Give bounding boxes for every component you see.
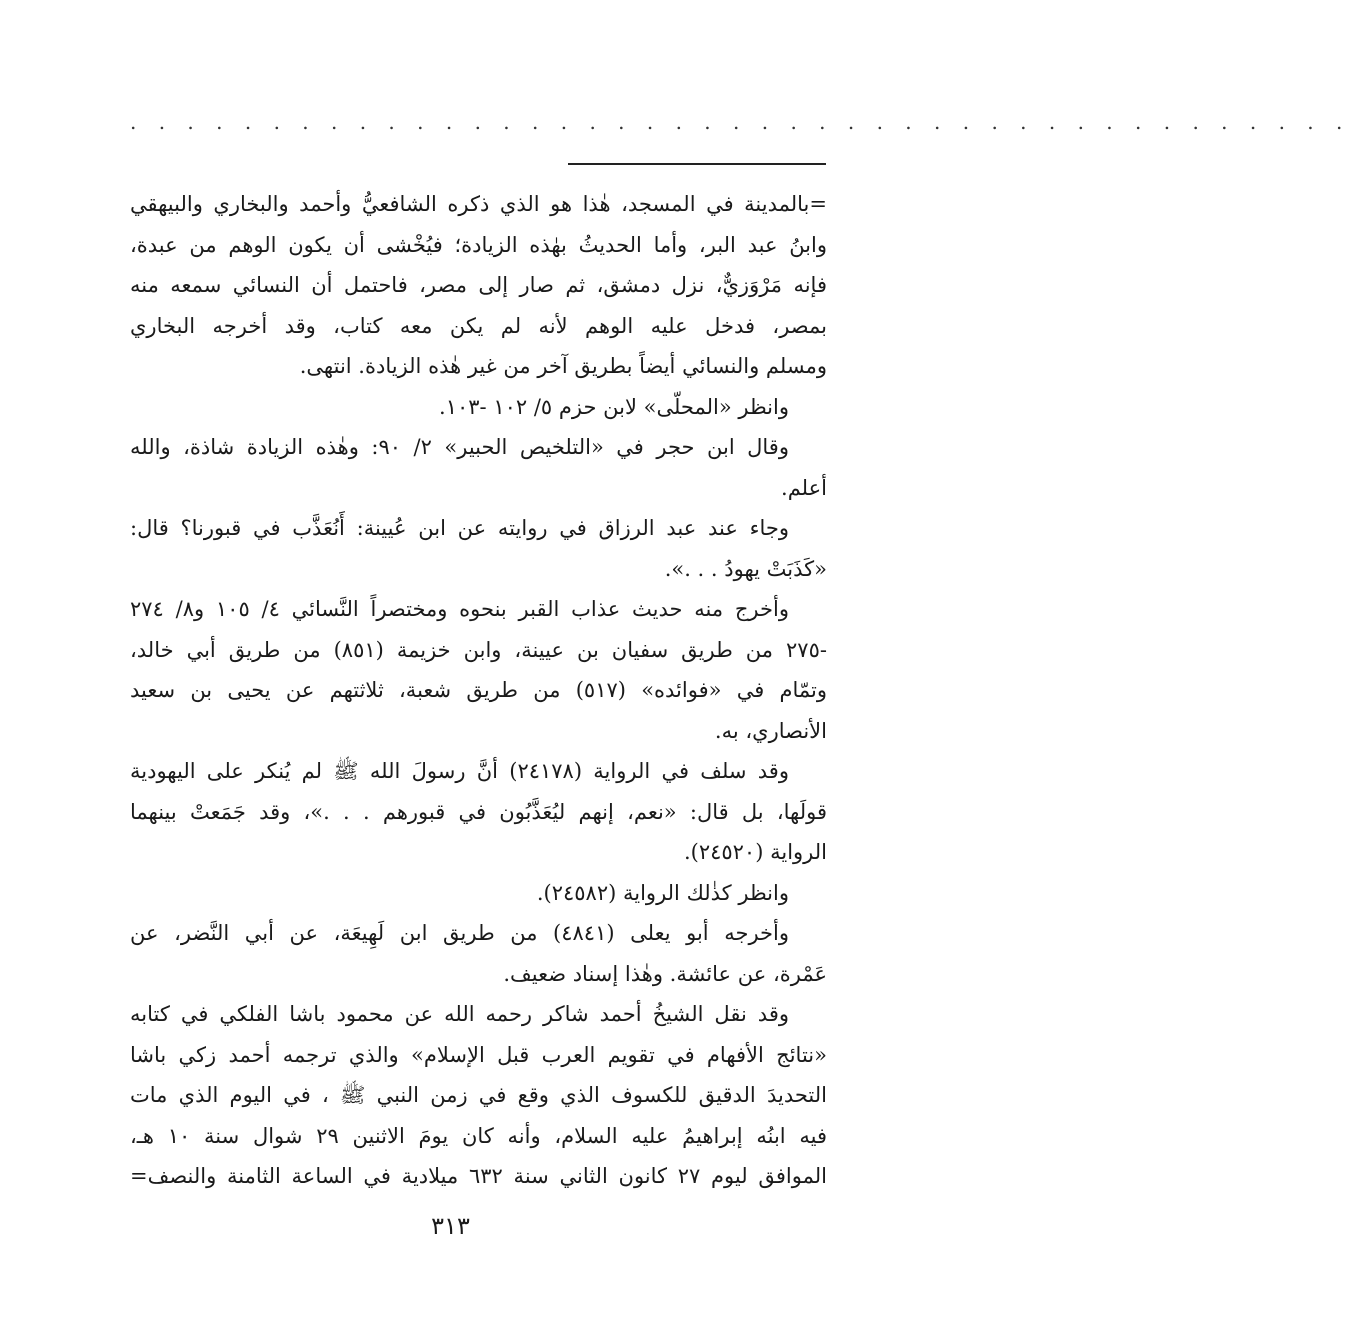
page-number: ٣١٣ xyxy=(431,1212,470,1240)
text-line: وقال ابن حجر في «التلخيص الحبير» ٢/ ٩٠: وهٰذه الزيادة شاذة، والله xyxy=(130,435,789,459)
text-line: =بالمدينة في المسجد، هٰذا هو الذي ذكره الشافعيُّ وأحمد والبخاري والبيهقي xyxy=(130,192,827,216)
text-line: وتمّام في «فوائده» (٥١٧) من طريق شعبة، ثلاثتهم عن يحيى بن سعيد xyxy=(130,678,828,702)
text-line: عَمْرة، عن عائشة. وهٰذا إسناد ضعيف. xyxy=(503,961,827,986)
dotted-separator: . . . . . . . . . . . . . . . . . . . . . . . . . . . . . . . . . . . . . . . . . . . xyxy=(130,110,1350,134)
text-line: وانظر «المحلّى» لابن حزم ٥/ ١٠٢ -١٠٣. xyxy=(439,394,789,419)
text-line: بمصر، فدخل عليه الوهم لأنه لم يكن معه كتاب، وقد أخرجه البخاري xyxy=(130,313,827,338)
text-line: الموافق ليوم ٢٧ كانون الثاني سنة ٦٣٢ ميلادية في الساعة الثامنة والنصف= xyxy=(130,1164,827,1188)
text-line: قولَها، بل قال: «نعم، إنهم ليُعَذَّبُون في قبورهم . . .»، وقد جَمَعتْ بينهما xyxy=(130,799,827,824)
text-line: الأنصاري، به. xyxy=(714,718,827,743)
footnote-text xyxy=(130,184,827,1197)
text-line: فيه ابنُه إبراهيمُ عليه السلام، وأنه كان يومَ الاثنين ٢٩ شوال سنة ١٠ هـ، xyxy=(130,1123,827,1148)
text-line: -٢٧٥ من طريق سفيان بن عيينة، وابن خزيمة (٨٥١) من طريق أبي خالد، xyxy=(130,637,827,662)
footnote-rule xyxy=(568,163,826,165)
text-line: فإنه مَرْوَزيٌّ، نزل دمشق، ثم صار إلى مصر، فاحتمل أن النسائي سمعه منه xyxy=(130,273,827,297)
text-line: أعلم. xyxy=(781,475,827,500)
text-line: وقد سلف في الرواية (٢٤١٧٨) أنَّ رسولَ الله ﷺ لم يُنكر على اليهودية xyxy=(130,759,789,783)
text-line: وقد نقل الشيخُ أحمد شاكر رحمه الله عن محمود باشا الفلكي في كتابه xyxy=(130,1002,789,1026)
text-line: وابنُ عبد البر، وأما الحديثُ بهٰذه الزيادة؛ فيُخْشى أن يكون الوهم من عبدة، xyxy=(130,232,827,257)
text-line: وأخرج منه حديث عذاب القبر بنحوه ومختصراً النَّسائي ٤/ ١٠٥ و٨/ ٢٧٤ xyxy=(130,597,789,621)
text-line: وجاء عند عبد الرزاق في روايته عن ابن عُيينة: أَنُعَذَّب في قبورنا؟ قال: xyxy=(130,516,789,540)
text-line: «نتائج الأفهام في تقويم العرب قبل الإسلام» والذي ترجمه أحمد زكي باشا xyxy=(130,1042,827,1067)
text-line: ومسلم والنسائي أيضاً بطريق آخر من غير هٰذه الزيادة. انتهى. xyxy=(299,354,827,378)
text-line: وأخرجه أبو يعلى (٤٨٤١) من طريق ابن لَهِيعَة، عن أبي النَّضر، عن xyxy=(130,921,789,945)
text-line: الرواية (٢٤٥٢٠). xyxy=(683,840,827,864)
text-line: «كَذَبَتْ يهودُ . . .». xyxy=(664,556,827,581)
text-line: التحديدَ الدقيق للكسوف الذي وقع في زمن النبي ﷺ ، في اليوم الذي مات xyxy=(130,1083,827,1107)
text-line: وانظر كذٰلك الرواية (٢٤٥٨٢). xyxy=(536,880,789,905)
